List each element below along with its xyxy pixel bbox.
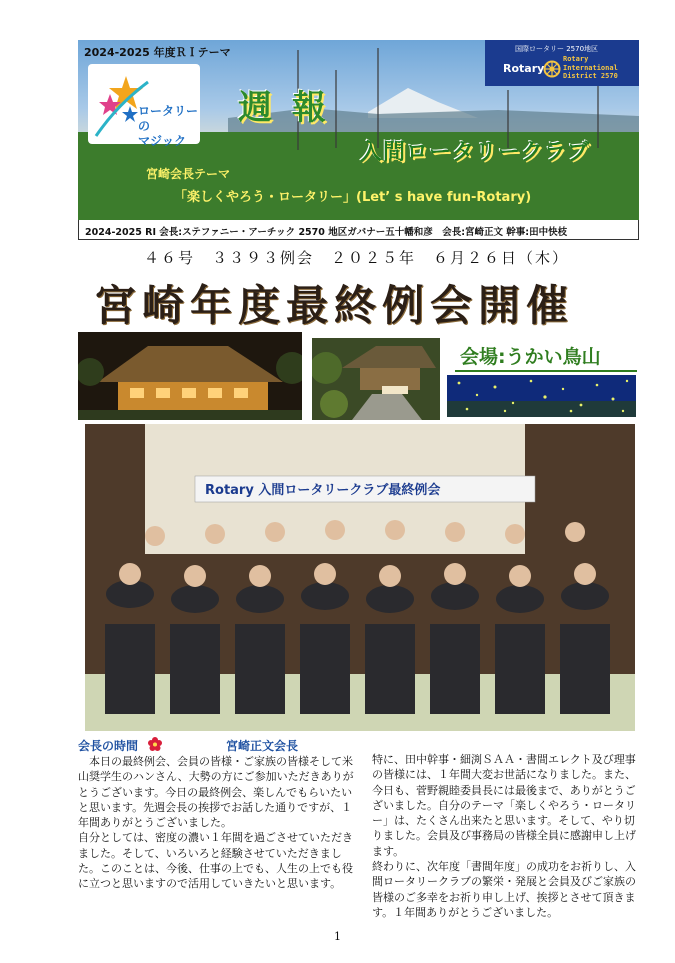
president-time-title: 会長の時間 — [78, 739, 139, 753]
officers-info-bar: 2024-2025 RI 会長:ステファニー・アーチック 2570 地区ガバナー五十幡和彦 会長:宮崎正文 幹事:田中快枝 — [78, 220, 639, 240]
venue-underline — [455, 370, 637, 372]
flower-icon — [148, 737, 162, 751]
issue-line: ４６号 ３３９３例会 ２０２５年 ６月２６日（木） — [144, 249, 570, 267]
right-paragraph-2: 終わりに、次年度「書間年度」の成功をお祈りし、入間ロータリークラブの繁栄・発展と会員及びご家族の皆様のご多幸をお祈り申し上げ、挨拶とさせて頂きます。１年間ありがとうございました。 — [372, 860, 636, 919]
club-name: 入間ロータリークラブ — [360, 140, 591, 165]
group-photo-illustration — [85, 424, 635, 731]
left-paragraph-1: 本日の最終例会、会員の皆様・ご家族の皆様そして米山奨学生のハンさん、大勢の方にご参加いただきありがとうございます。今日の最終例会、楽しんでもらいたいと思います。先週会長の挨拶でお話した通りですが、１年間ありがとうございました。 — [78, 755, 354, 830]
president-theme: 「楽しくやろう・ロータリー」(Let’ s have fun-Rotary) — [174, 190, 532, 205]
venue-label: 会場:うかい鳥山 — [460, 346, 601, 368]
rotary-district-badge — [485, 40, 639, 86]
fireflies-photo — [447, 375, 636, 417]
headline: 宮崎年度最終例会開催 — [94, 281, 575, 330]
president-name: 宮崎正文会長 — [226, 739, 299, 753]
president-theme-label: 宮崎会長テーマ — [146, 167, 231, 181]
group-photo — [85, 424, 635, 731]
district-label: 国際ロータリー 2570地区 — [515, 45, 599, 53]
fireflies-illustration — [447, 375, 636, 417]
garden-illustration — [312, 338, 440, 420]
president-heading — [78, 737, 360, 753]
logo-text — [138, 104, 198, 149]
thatched-house-photo — [78, 332, 302, 420]
left-column — [78, 754, 362, 892]
ri-district-text: Rotary International District 2570 — [563, 55, 618, 80]
right-column — [372, 752, 640, 920]
thatched-house-illustration — [78, 332, 302, 420]
header-banner — [78, 40, 639, 220]
right-paragraph-1: 特に、田中幹事・細渕ＳＡＡ・書間エレクト及び理事の皆様には、１年間大変お世話になりました。また、今日も、菅野親睦委員長には最後まで、ありがとうございました。自分のテーマ「楽しくやろう・ロータリー」は、たくさん出来たと思います。そして、やり切りました。会員及び事務局の皆様全員に感謝申し上げます。 — [372, 753, 636, 858]
group-banner-text: Rotary 入間ロータリークラブ最終例会 — [205, 483, 441, 498]
newsletter-title: 週 報 — [238, 88, 330, 128]
ri-theme-label: 2024-2025 年度ＲＩテーマ — [84, 46, 231, 59]
rotary-wordmark: Rotary — [503, 62, 545, 75]
left-paragraph-2: 自分としては、密度の濃い１年間を過ごさせていただきました。そして、いろいろと経験させていただきました。このことは、今後、仕事の上でも、人生の上でも役に立つと思いますので活用していきたいと思います。 — [78, 831, 353, 891]
rotary-wheel-icon — [543, 60, 561, 78]
logo-text-content: ロータリーの マジック — [138, 104, 199, 148]
garden-photo — [312, 338, 440, 420]
page-number: 1 — [334, 930, 341, 943]
